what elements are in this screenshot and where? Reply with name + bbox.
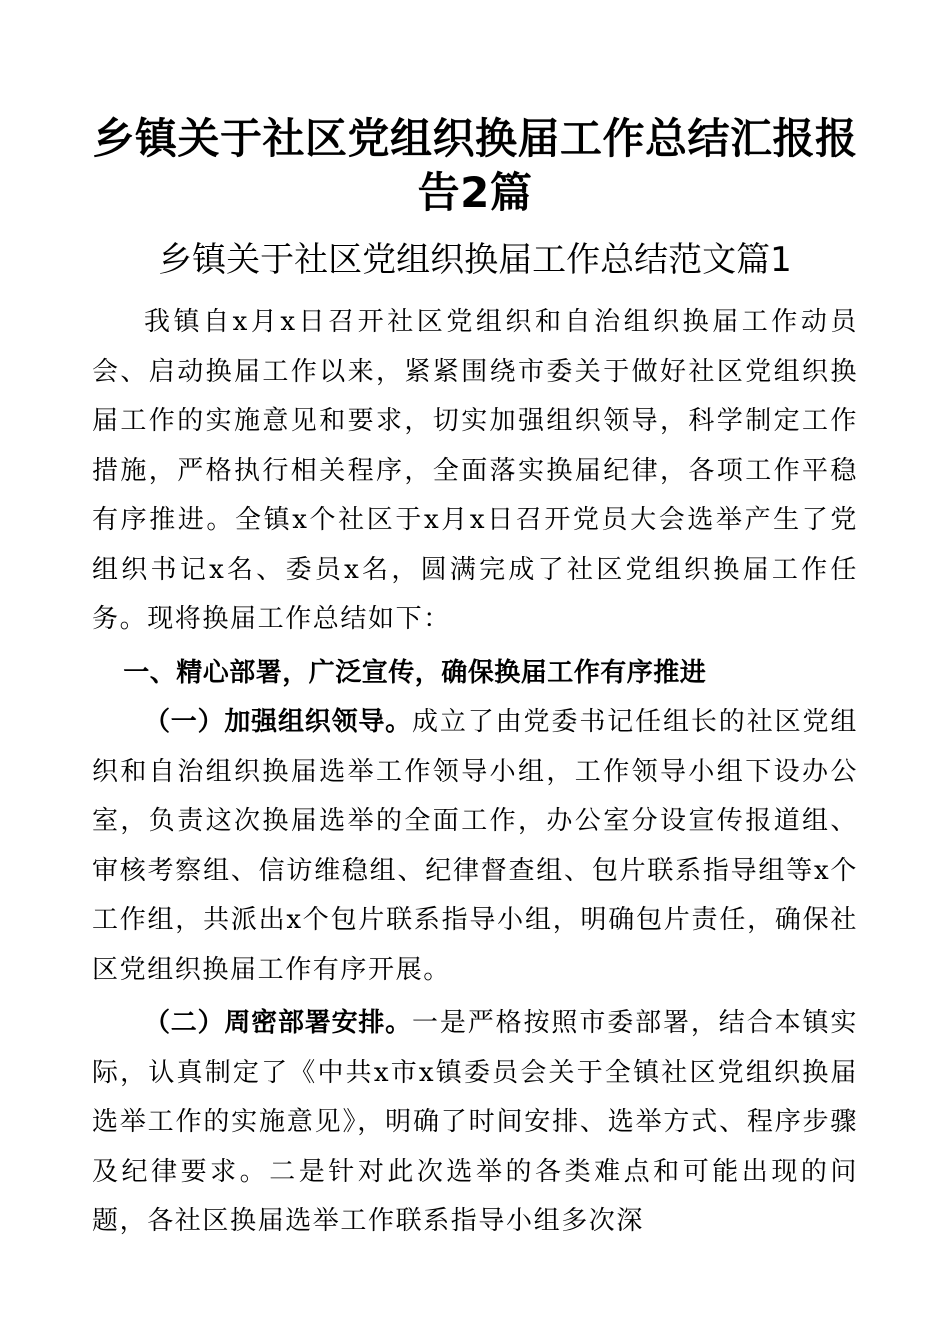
document-body (92, 298, 858, 1247)
item-text-1: 成立了由党委书记任组长的社区党组织和自治组织换届选举工作领导小组，工作领导小组下设办公室，负责这次换届选举的全面工作，办公室分设宣传报道组、审核考察组、信访维稳组、纪律督查组、包片联系指导组等x个工作组，共派出x个包片联系指导小组，明确包片责任，确保社区党组织换届工作有序开展。 (92, 707, 858, 985)
item-lead-2: （二）周密部署安排。 (144, 1008, 412, 1038)
section-heading: 一、精心部署，广泛宣传，确保换届工作有序推进 (123, 657, 707, 688)
item-paragraph-2 (92, 999, 858, 1247)
item-text-2: 一是严格按照市委部署，结合本镇实际，认真制定了《中共x市x镇委员会关于全镇社区党组织换届选举工作的实施意见》，明确了时间安排、选举方式、程序步骤及纪律要求。二是针对此次选举的各类难点和可能出现的问题，各社区换届选举工作联系指导小组多次深 (92, 1008, 858, 1236)
item-lead-1: （一）加强组织领导。 (144, 707, 412, 737)
document-subtitle: 乡镇关于社区党组织换届工作总结范文篇1 (158, 240, 792, 280)
document-title: 乡镇关于社区党组织换届工作总结汇报报告2篇 (92, 114, 858, 217)
intro-paragraph: 我镇自x月x日召开社区党组织和自治组织换届工作动员会、启动换届工作以来，紧紧围绕市委关于做好社区党组织换届工作的实施意见和要求，切实加强组织领导，科学制定工作措施，严格执行相关程序，全面落实换届纪律，各项工作平稳有序推进。全镇x个社区于x月x日召开党员大会选举产生了党组织书记x名、委员x名，圆满完成了社区党组织换届工作任务。现将换届工作总结如下： (92, 307, 858, 634)
item-paragraph-1 (92, 698, 858, 995)
